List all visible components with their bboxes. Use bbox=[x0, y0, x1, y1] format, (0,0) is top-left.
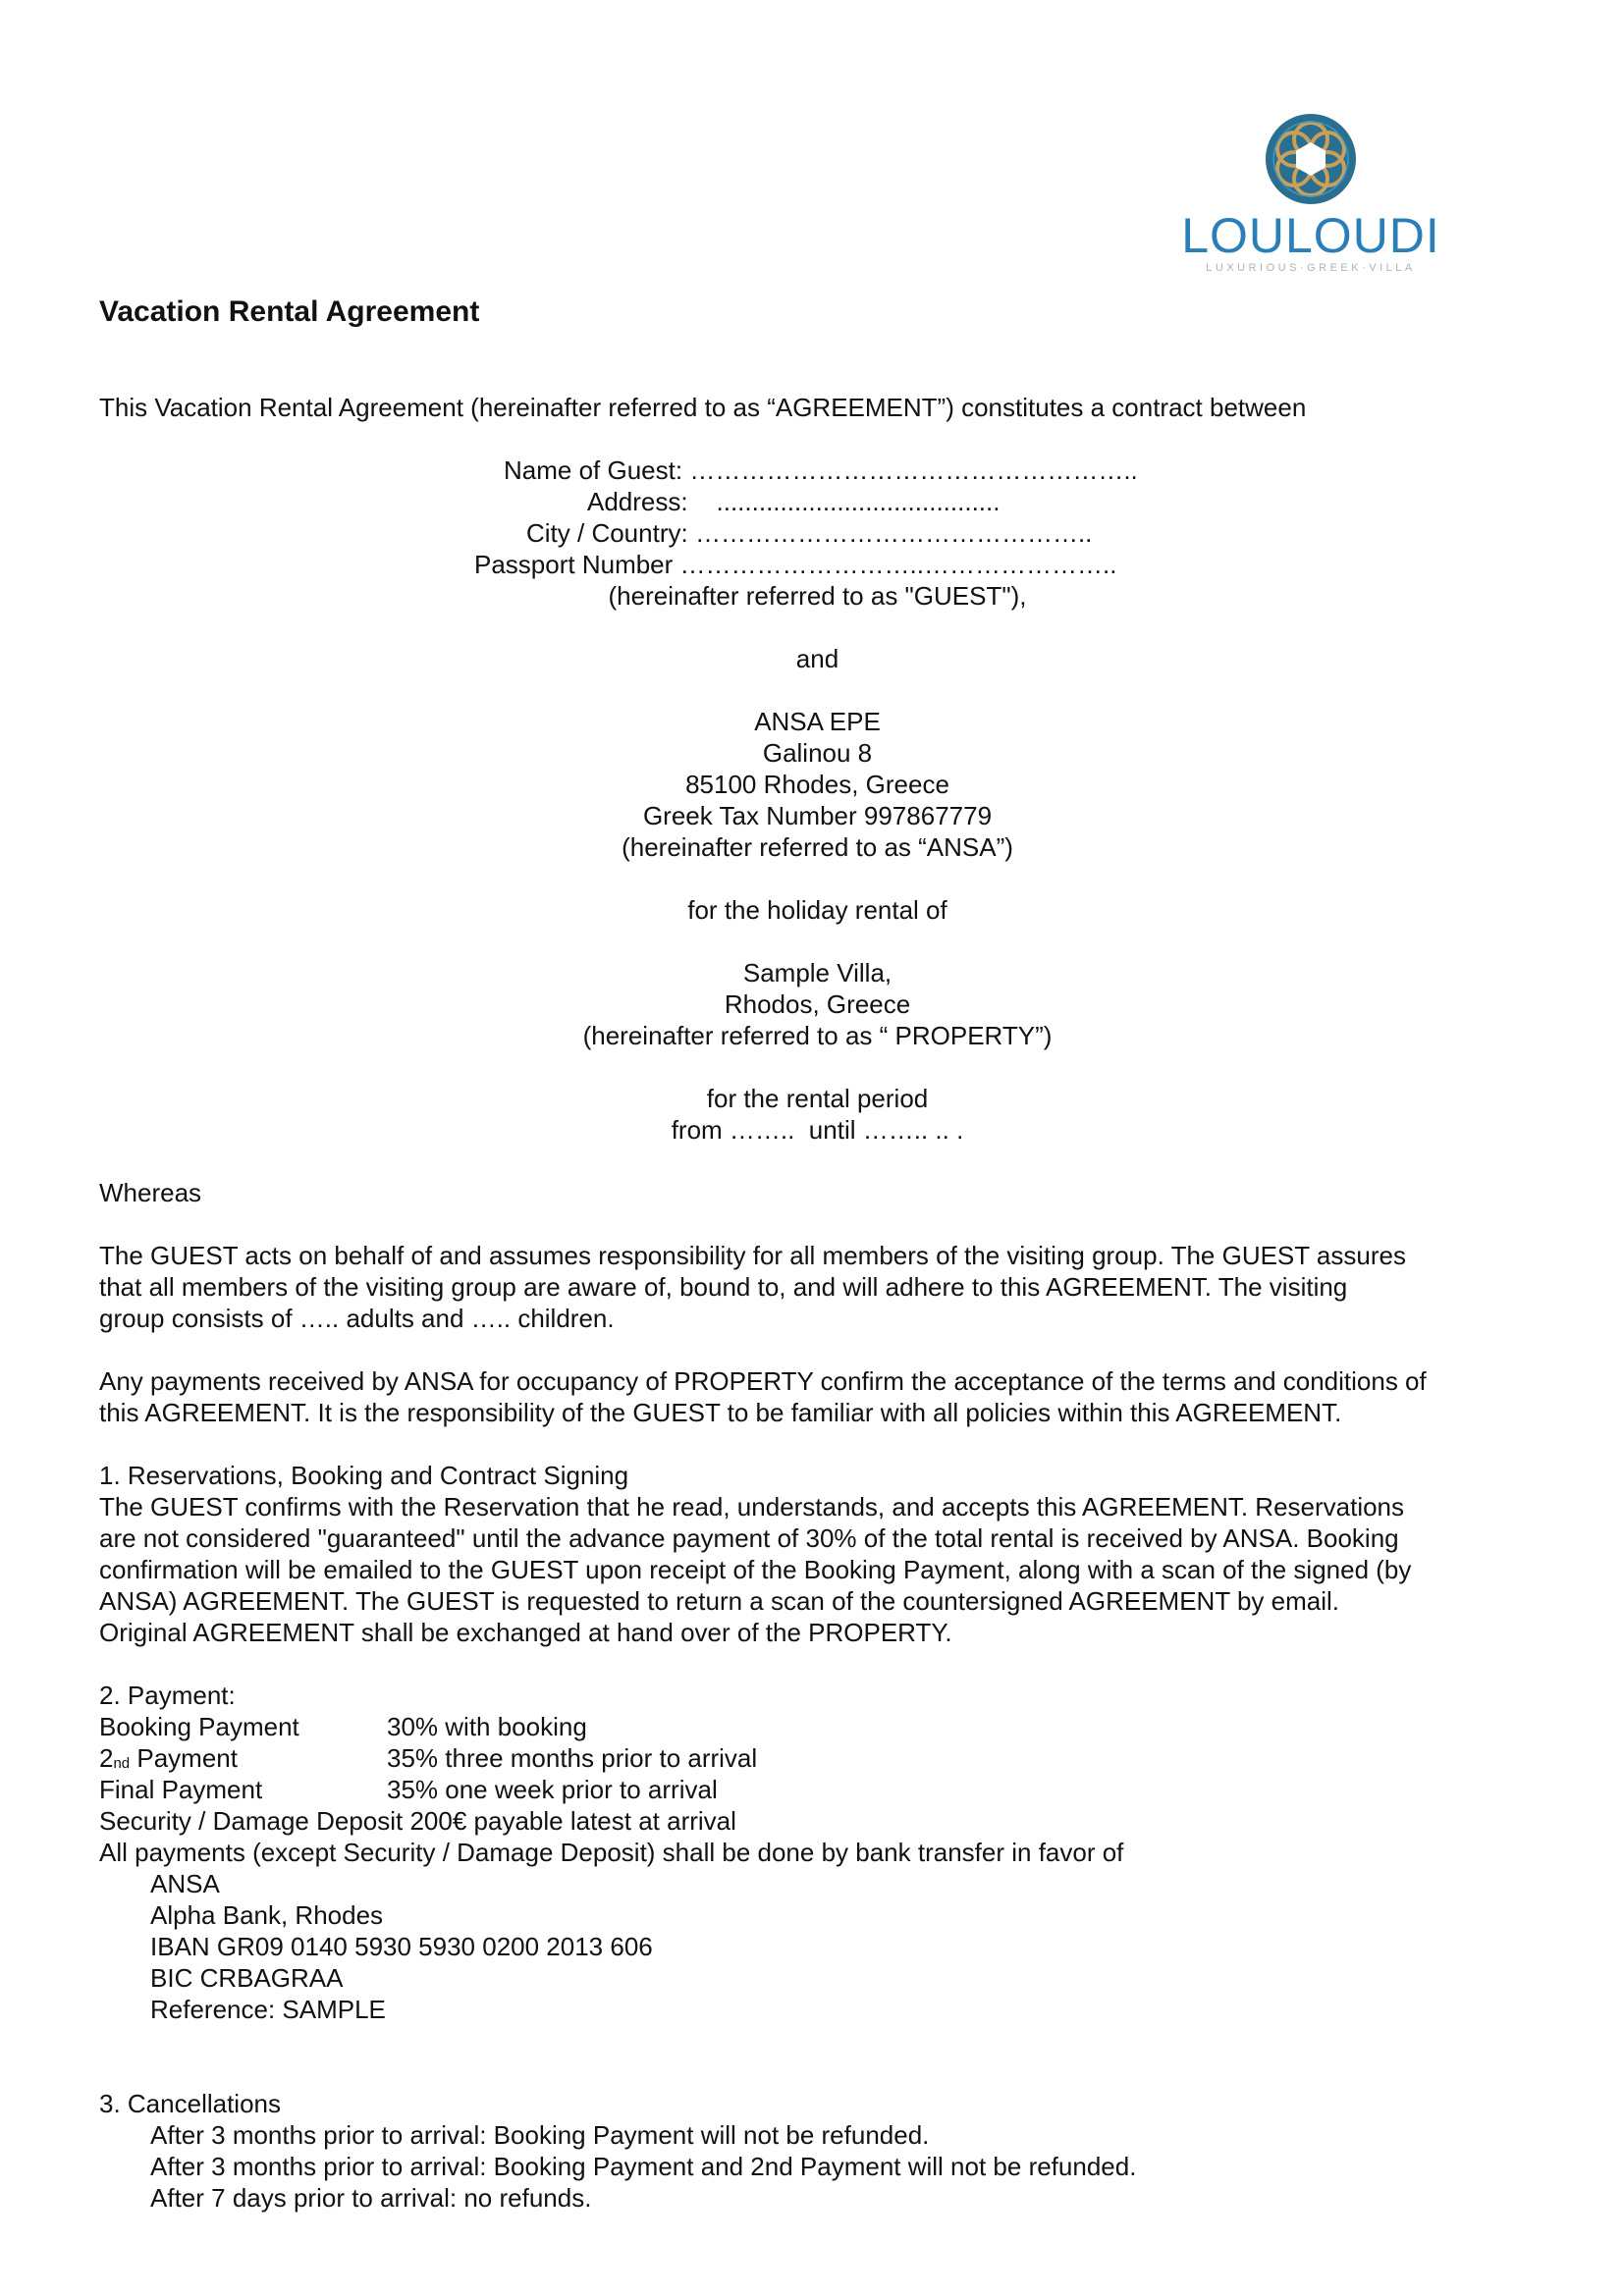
section-cancellations bbox=[99, 2088, 1533, 2214]
payments-acceptance-paragraph bbox=[99, 1365, 1533, 1428]
guest-passport-label: Passport Number bbox=[474, 550, 674, 579]
guest-alias-block bbox=[0, 580, 1623, 612]
ordinal-suffix: nd bbox=[113, 1755, 131, 1772]
payments-line: this AGREEMENT. It is the responsibility of the GUEST to be familiar with all policies within this AGREEMENT. bbox=[99, 1398, 1342, 1427]
cancellation-item: After 3 months prior to arrival: Booking Payment will not be refunded. bbox=[150, 2120, 930, 2150]
louloudi-logo bbox=[1168, 110, 1453, 287]
property-alias: (hereinafter referred to as “ PROPERTY”) bbox=[582, 1021, 1053, 1050]
section-3-heading: 3. Cancellations bbox=[99, 2089, 281, 2118]
celtic-knot-emblem-icon bbox=[1262, 110, 1360, 208]
whereas-heading-block bbox=[99, 1177, 1533, 1208]
company-tax-number: Greek Tax Number 997867779 bbox=[642, 801, 993, 830]
guest-name-value: …………………………………………….. bbox=[689, 455, 1138, 485]
guest-city-label: City / Country: bbox=[526, 518, 688, 548]
whereas-heading: Whereas bbox=[99, 1178, 202, 1207]
guest-passport-field[interactable] bbox=[474, 549, 1163, 580]
company-street: Galinou 8 bbox=[762, 738, 873, 768]
guest-city-value: ……………………………………….. bbox=[694, 518, 1093, 548]
and-text: and bbox=[795, 644, 839, 673]
guest-name-label: Name of Guest: bbox=[504, 455, 683, 485]
bank-reference: Reference: SAMPLE bbox=[150, 1995, 386, 2024]
security-deposit: Security / Damage Deposit 200€ payable latest at arrival bbox=[99, 1806, 736, 1836]
section-1-line: ANSA) AGREEMENT. The GUEST is requested to return a scan of the countersigned AGREEMENT by email. bbox=[99, 1586, 1339, 1616]
bank-name: Alpha Bank, Rhodes bbox=[150, 1900, 384, 1930]
cancellation-item: After 3 months prior to arrival: Booking Payment and 2nd Payment will not be refunded. bbox=[150, 2152, 1137, 2181]
guest-name-field[interactable] bbox=[475, 454, 1163, 486]
section-1-line: Original AGREEMENT shall be exchanged at hand over of the PROPERTY. bbox=[99, 1618, 952, 1647]
guest-address-value: ........................................ bbox=[694, 487, 1001, 516]
bank-bic: BIC CRBAGRAA bbox=[150, 1963, 344, 1993]
whereas-line: group consists of ….. adults and ….. children. bbox=[99, 1304, 615, 1333]
section-1-line: The GUEST confirms with the Reservation that he read, understands, and accepts this AGREEMENT. Reservations bbox=[99, 1492, 1405, 1522]
payments-line: Any payments received by ANSA for occupancy of PROPERTY confirm the acceptance of the terms and conditions of bbox=[99, 1366, 1427, 1396]
section-payment bbox=[99, 1680, 1533, 2025]
whereas-line: that all members of the visiting group are aware of, bound to, and will adhere to this AGREEMENT. The visiting bbox=[99, 1272, 1348, 1302]
property-name: Sample Villa, bbox=[742, 958, 893, 988]
payment-schedule-row bbox=[99, 1774, 1533, 1805]
section-reservations bbox=[99, 1460, 1533, 1648]
property-block bbox=[0, 957, 1623, 1051]
whereas-line: The GUEST acts on behalf of and assumes responsibility for all members of the visiting group. The GUEST assures bbox=[99, 1241, 1406, 1270]
holiday-rental-text: for the holiday rental of bbox=[687, 895, 947, 925]
logo-wordmark: LOULOUDI bbox=[1181, 208, 1440, 263]
payment-label-text: 2 bbox=[99, 1743, 114, 1773]
payment-value: 35% three months prior to arrival bbox=[387, 1743, 758, 1773]
bank-beneficiary: ANSA bbox=[150, 1869, 220, 1898]
guest-alias: (hereinafter referred to as "GUEST"), bbox=[608, 581, 1027, 611]
payment-label-text: Booking Payment bbox=[99, 1712, 299, 1741]
section-1-line: are not considered "guaranteed" until the advance payment of 30% of the total rental is received by ANSA. Booking bbox=[99, 1523, 1399, 1553]
transfer-note: All payments (except Security / Damage Deposit) shall be done by bank transfer in favor of bbox=[99, 1838, 1124, 1867]
company-city: 85100 Rhodes, Greece bbox=[685, 770, 949, 799]
payment-label-text: Payment bbox=[130, 1743, 238, 1773]
payment-label bbox=[99, 1774, 262, 1805]
company-block bbox=[0, 706, 1623, 863]
logo-tagline: LUXURIOUS·GREEK·VILLA bbox=[1206, 262, 1416, 274]
rental-period-block bbox=[0, 1083, 1623, 1146]
section-1-line: confirmation will be emailed to the GUEST upon receipt of the Booking Payment, along with a scan of the signed (by bbox=[99, 1555, 1412, 1584]
company-name: ANSA EPE bbox=[754, 707, 881, 736]
whereas-paragraph bbox=[99, 1240, 1533, 1334]
and-block bbox=[0, 643, 1623, 674]
guest-fields bbox=[475, 454, 1163, 580]
payment-schedule-row bbox=[99, 1711, 1533, 1742]
rental-period-dates[interactable]: from …….. until …….. .. . bbox=[671, 1115, 964, 1145]
payment-schedule-row bbox=[99, 1742, 1533, 1774]
guest-passport-value: ………………………..………………….. bbox=[679, 550, 1117, 579]
company-alias: (hereinafter referred to as “ANSA”) bbox=[622, 832, 1013, 862]
payment-value: 35% one week prior to arrival bbox=[387, 1775, 718, 1804]
bank-iban: IBAN GR09 0140 5930 5930 0200 2013 606 bbox=[150, 1932, 653, 1961]
section-1-heading: 1. Reservations, Booking and Contract Signing bbox=[99, 1461, 629, 1490]
rental-period-label: for the rental period bbox=[706, 1084, 929, 1113]
guest-address-label: Address: bbox=[587, 487, 688, 516]
section-2-heading: 2. Payment: bbox=[99, 1681, 236, 1710]
payment-label-text: Final Payment bbox=[99, 1775, 263, 1804]
cancellation-item: After 7 days prior to arrival: no refunds. bbox=[150, 2183, 592, 2213]
page-title: Vacation Rental Agreement bbox=[99, 295, 480, 328]
holiday-rental-block bbox=[0, 894, 1623, 926]
property-location: Rhodos, Greece bbox=[724, 989, 911, 1019]
guest-city-field[interactable] bbox=[475, 517, 1163, 549]
payment-label bbox=[99, 1711, 299, 1742]
payment-value: 30% with booking bbox=[387, 1712, 587, 1741]
intro-text: This Vacation Rental Agreement (hereinafter referred to as “AGREEMENT”) constitutes a contract between bbox=[99, 393, 1307, 422]
guest-address-field[interactable] bbox=[475, 486, 1163, 517]
